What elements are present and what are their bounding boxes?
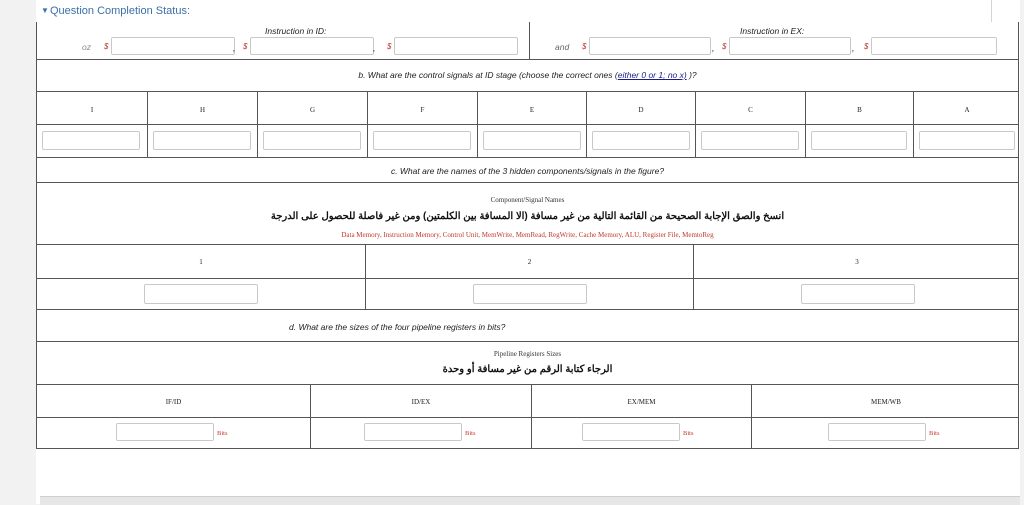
dollar-sign: $ xyxy=(864,42,869,51)
register-ex-mem-label: EX/MEM xyxy=(531,385,751,417)
register-mem-wb-label: MEM/WB xyxy=(751,385,1020,417)
signal-label-a: A xyxy=(913,92,1020,124)
pipeline-instructions-row xyxy=(36,342,1019,385)
component-names-row xyxy=(36,183,1019,245)
signal-i-cell xyxy=(37,125,147,157)
pipeline-title: Pipeline Registers Sizes xyxy=(493,350,562,358)
component-1-input[interactable] xyxy=(144,284,258,304)
comma: , xyxy=(712,43,715,53)
signal-label-f: F xyxy=(367,92,477,124)
component-number-3: 3 xyxy=(693,245,1020,278)
signal-g-cell xyxy=(257,125,367,157)
dollar-sign: $ xyxy=(387,42,392,51)
signal-h-input[interactable] xyxy=(153,131,251,150)
dollar-sign: $ xyxy=(104,42,109,51)
id-ex-bits-input[interactable] xyxy=(364,423,462,441)
signal-b-cell xyxy=(805,125,913,157)
comma: , xyxy=(233,43,236,53)
id-operand-3-input[interactable] xyxy=(394,37,518,55)
signal-h-cell xyxy=(147,125,257,157)
component-names-title: Component/Signal Names xyxy=(490,196,565,204)
signal-e-input[interactable] xyxy=(483,131,581,150)
id-header: Instruction in ID: xyxy=(265,26,327,36)
ex-mem-cell xyxy=(531,418,751,448)
component-arabic-instruction: انسخ والصق الإجابة الصحيحة من القائمة التالية من غير مسافة (الا المسافة بين الكلمتين) ومن غير فاصلة للحصول على الدرجة xyxy=(270,211,785,222)
pipeline-arabic-instruction: الرجاء كتابة الرقم من غير مسافة أو وحدة xyxy=(442,364,613,375)
pipeline-names-row xyxy=(36,385,1019,418)
signal-c-cell xyxy=(695,125,805,157)
signal-label-d: D xyxy=(586,92,695,124)
question-d-row xyxy=(36,310,1019,342)
ex-header: Instruction in EX: xyxy=(740,26,805,36)
register-if-id-label: IF/ID xyxy=(165,398,182,406)
signal-g-input[interactable] xyxy=(263,131,361,150)
comma: , xyxy=(373,43,376,53)
ex-mem-bits-input[interactable] xyxy=(582,423,680,441)
id-instruction-cell xyxy=(37,22,529,59)
id-ex-cell xyxy=(310,418,531,448)
pipeline-inputs-row xyxy=(36,418,1019,449)
question-d-text: d. What are the sizes of the four pipeline registers in bits? xyxy=(289,322,506,332)
dollar-sign: $ xyxy=(582,42,587,51)
if-id-cell xyxy=(37,418,310,448)
signal-label-b: B xyxy=(805,92,913,124)
comma: , xyxy=(852,43,855,53)
signal-d-input[interactable] xyxy=(592,131,690,150)
signal-label-h: H xyxy=(147,92,257,124)
signal-label-c: C xyxy=(695,92,805,124)
ex-instruction-cell xyxy=(529,22,1020,59)
question-completion-status[interactable] xyxy=(36,0,992,23)
component-options-list: Data Memory, Instruction Memory, Control Unit, MemWrite, MemRead, RegWrite, Cache Memory, ALU, Register File, MemtoReg xyxy=(341,231,714,239)
signal-d-cell xyxy=(586,125,695,157)
mem-wb-bits-input[interactable] xyxy=(828,423,926,441)
component-2-input[interactable] xyxy=(473,284,587,304)
chevron-down-icon[interactable]: ▼ xyxy=(41,6,49,15)
bits-unit: Bits xyxy=(465,430,476,437)
component-inputs-row xyxy=(36,279,1019,310)
instruction-row xyxy=(36,22,1019,60)
component-1-cell xyxy=(37,279,365,309)
question-c-text: c. What are the names of the 3 hidden components/signals in the figure? xyxy=(390,166,665,176)
if-id-bits-input[interactable] xyxy=(116,423,214,441)
and-label: and xyxy=(555,42,570,52)
id-prefix: oz xyxy=(82,42,91,52)
mem-wb-cell xyxy=(751,418,1020,448)
question-c-row xyxy=(36,158,1019,183)
component-number-1: 1 xyxy=(199,258,203,266)
signal-f-cell xyxy=(367,125,477,157)
dollar-sign: $ xyxy=(243,42,248,51)
bits-unit: Bits xyxy=(217,430,228,437)
signal-labels-row xyxy=(36,92,1019,125)
signal-label-g: G xyxy=(257,92,367,124)
bits-unit: Bits xyxy=(683,430,694,437)
id-operand-2-input[interactable] xyxy=(250,37,374,55)
signal-i-input[interactable] xyxy=(42,131,140,150)
component-3-cell xyxy=(693,279,1020,309)
signal-inputs-row xyxy=(36,125,1019,158)
signal-b-input[interactable] xyxy=(811,131,907,150)
signal-label-e: E xyxy=(477,92,586,124)
signal-label-i: I xyxy=(90,106,94,114)
ex-operand-1-input[interactable] xyxy=(589,37,711,55)
question-b-row xyxy=(36,60,1019,92)
signal-c-input[interactable] xyxy=(701,131,799,150)
question-completion-status-label: Question Completion Status: xyxy=(50,5,191,17)
question-grid xyxy=(36,22,1019,449)
ex-operand-2-input[interactable] xyxy=(729,37,851,55)
question-b-text: b. What are the control signals at ID stage (choose the correct ones (either 0 or 1; no x) )? xyxy=(358,70,697,80)
component-2-cell xyxy=(365,279,693,309)
component-numbers-row xyxy=(36,245,1019,279)
question-b-underlined: either 0 or 1; no x) xyxy=(617,70,687,80)
signal-a-input[interactable] xyxy=(919,131,1015,150)
component-3-input[interactable] xyxy=(801,284,915,304)
bits-unit: Bits xyxy=(929,430,940,437)
ex-operand-3-input[interactable] xyxy=(871,37,997,55)
dollar-sign: $ xyxy=(722,42,727,51)
component-number-2: 2 xyxy=(365,245,693,278)
signal-a-cell xyxy=(913,125,1020,157)
signal-f-input[interactable] xyxy=(373,131,471,150)
signal-e-cell xyxy=(477,125,586,157)
register-id-ex-label: ID/EX xyxy=(310,385,531,417)
id-operand-1-input[interactable] xyxy=(111,37,235,55)
